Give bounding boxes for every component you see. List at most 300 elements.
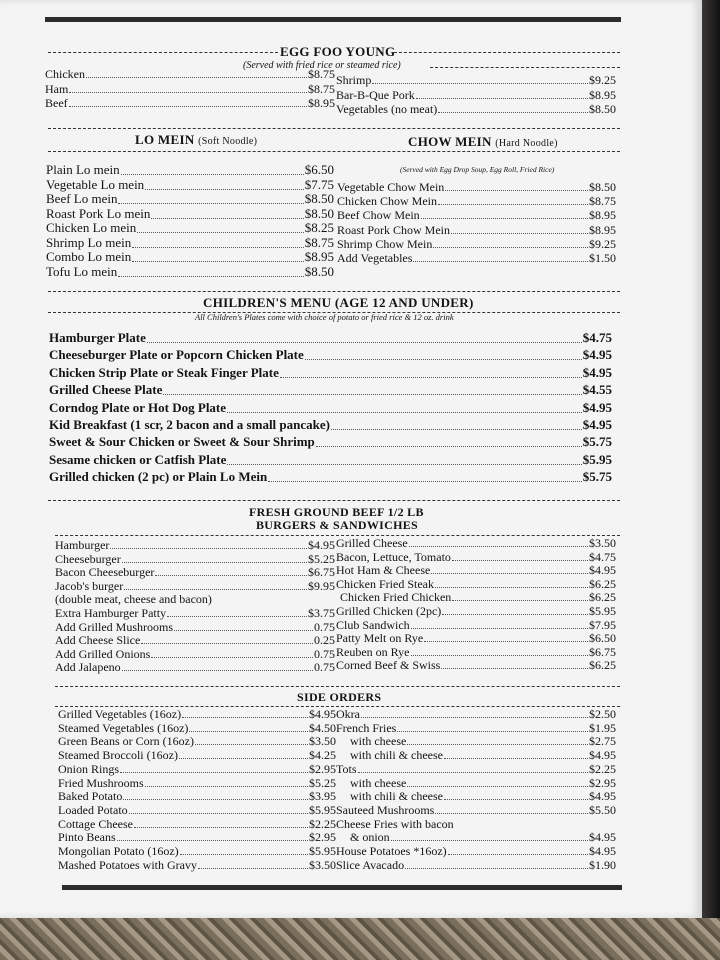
menu-item [337,208,616,222]
leader-dots [413,252,588,262]
menu-item-name: with cheese [350,734,407,749]
menu-item [350,776,616,790]
leader-dots [444,749,588,759]
menu-item-price: $3.75 [308,606,335,620]
leader-dots [435,578,588,588]
menu-item-name: Vegetable Lo mein [46,176,145,192]
menu-item-name: Steamed Broccoli (16oz) [58,748,178,763]
leader-dots [331,420,582,430]
menu-item-price: $1.95 [589,720,616,735]
menu-item-name: Cheeseburger Plate or Popcorn Chicken Plate [49,347,304,363]
egg-foo-young-title: EGG FOO YOUNG [280,44,396,59]
menu-item-name: Baked Potato [58,789,123,804]
menu-item-name: Cottage Cheese [58,816,133,831]
menu-item [336,645,616,659]
menu-item [336,762,616,776]
menu-item [55,620,335,634]
menu-item [58,762,336,776]
menu-item-name: Hamburger Plate [49,330,146,345]
menu-item-name: French Fries [336,720,397,735]
divider [394,52,620,53]
menu-item-price: $8.75 [589,194,616,209]
menu-item-name: Tofu Lo mein [46,263,118,279]
menu-item-name: Hamburger [55,538,110,552]
menu-item-price: $5.50 [589,802,616,817]
menu-item-price: 0.75 [314,619,335,634]
menu-item-name: Sauteed Mushrooms [336,802,435,817]
menu-item-price: $8.75 [304,234,334,250]
leader-dots [69,97,307,107]
menu-item [336,550,616,564]
menu-item-name: Beef Chow Mein [337,208,420,223]
menu-item-price: $7.95 [589,617,616,632]
menu-item [336,844,616,858]
menu-item [49,434,612,450]
menu-item [58,830,336,844]
menu-item [350,734,616,748]
menu-item-price: $2.75 [589,734,616,749]
menu-item-name: Add Cheese Slice [55,633,141,648]
menu-item-price: $8.50 [589,180,616,194]
menu-item [49,330,612,346]
menu-item-price: $3.50 [589,536,616,550]
leader-dots [438,103,588,113]
menu-item-name: Mashed Potatoes with Gravy [58,857,197,872]
menu-item-price: $6.50 [589,631,616,646]
menu-item-price: $4.95 [582,364,612,380]
menu-item-name: Pinto Beans [58,830,116,845]
menu-item-name: Beef Lo mein [46,191,118,206]
menu-item-price: $4.55 [582,382,612,398]
leader-dots [316,437,582,447]
menu-binder-edge [702,0,720,918]
menu-item-name: Grilled Chicken (2pc) [336,604,442,618]
leader-dots [411,646,588,656]
leader-dots [155,566,307,576]
menu-item-name: Hot Ham & Cheese [336,563,431,578]
leader-dots [180,845,308,855]
leader-dots [110,539,307,549]
leader-dots [129,804,308,814]
menu-item [336,618,616,632]
leader-dots [141,634,313,644]
menu-item-price: $4.25 [309,748,336,763]
menu-item [45,96,335,110]
leader-dots [433,238,588,248]
leader-dots [179,749,308,759]
menu-item-price: 0.75 [314,646,335,661]
menu-item [45,67,335,81]
menu-item [337,251,616,265]
leader-dots [416,89,588,99]
menu-item [46,264,334,280]
menu-item-price: $4.95 [589,830,616,845]
menu-item-price: $5.25 [309,775,336,790]
bottom-rule [62,885,622,890]
leader-dots [452,551,588,561]
menu-item-price: $8.95 [589,87,616,102]
leader-dots [182,708,308,718]
menu-item-name: Add Grilled Onions [55,646,151,661]
menu-item [336,721,616,735]
leader-dots [198,859,308,869]
leader-dots [137,223,303,233]
leader-dots [268,472,582,482]
menu-item-price: $5.25 [308,551,335,566]
menu-item [336,858,616,872]
menu-item-name: Grilled Cheese Plate [49,382,163,398]
menu-item-price: $9.25 [589,236,616,251]
leader-dots [397,722,588,732]
leader-dots [391,831,588,841]
leader-dots [132,238,304,248]
menu-item [337,194,616,208]
leader-dots [407,777,588,787]
menu-item-price: $8.95 [304,249,334,264]
menu-item-name: with cheese [350,775,407,790]
menu-item-price: $8.50 [304,205,334,221]
menu-item-name: House Potatoes *16oz) [336,844,447,858]
leader-dots [451,224,588,234]
leader-dots [134,818,308,828]
menu-item [58,858,336,872]
leader-dots [124,580,307,590]
menu-item-price: $5.95 [582,451,612,467]
menu-item-price: $5.75 [582,434,612,450]
menu-item [336,604,616,618]
menu-item-name: Roast Pork Lo mein [46,205,151,221]
leader-dots [195,735,308,745]
leader-dots [120,763,308,773]
menu-item [49,452,612,468]
menu-item-price: $2.95 [309,761,336,776]
menu-item-name: Chicken Strip Plate or Steak Finger Plate [49,364,279,380]
menu-item-price: $6.75 [589,644,616,659]
menu-item-name: Corned Beef & Swiss [336,658,441,673]
menu-item-name: Shrimp [336,73,372,87]
sides-title: SIDE ORDERS [297,690,382,704]
menu-item-name: Fried Mushrooms [58,775,144,790]
menu-item-price: $9.95 [308,578,335,593]
menu-item-price: $4.95 [308,538,335,552]
menu-item-price: $8.75 [308,81,335,96]
leader-dots [361,708,588,718]
menu-item-name: Beef [45,96,68,110]
leader-dots [123,790,308,800]
menu-item-price: $3.50 [309,734,336,749]
menu-item-name: Bar-B-Que Pork [336,87,415,102]
menu-item [336,803,616,817]
leader-dots [411,619,588,629]
children-subtitle: All Children's Plates come with choice of potato or fried rice & 12 oz. drink [195,312,454,322]
menu-item [350,830,616,844]
leader-dots [132,252,304,262]
burgers-title-2: BURGERS & SANDWICHES [256,518,419,532]
menu-item [49,382,612,398]
menu-item-price: $6.25 [589,576,616,591]
children-title: CHILDREN'S MENU (AGE 12 AND UNDER) [203,295,474,310]
countertop [0,918,720,960]
divider [430,67,620,68]
menu-item-price: $5.75 [582,469,612,485]
divider [48,500,620,501]
menu-item-name: Green Beans or Corn (16oz) [58,734,194,749]
leader-dots [409,537,588,547]
menu-item [58,803,336,817]
divider [48,291,620,292]
menu-item-name: Chicken Lo mein [46,220,137,235]
menu-item-price: $4.95 [589,844,616,858]
menu-item-price: $2.25 [309,816,336,831]
lo-mein-title: LO MEIN (Soft Noodle) [135,132,258,147]
menu-item [58,789,336,803]
menu-item-price: $4.75 [582,330,612,345]
menu-item-price: 0.25 [314,633,335,648]
menu-item-price: $8.75 [308,67,335,81]
menu-item [55,606,335,620]
menu-item-price: $3.50 [309,857,336,872]
menu-item-name: Corndog Plate or Hot Dog Plate [49,399,227,415]
leader-dots [174,621,313,631]
leader-dots [227,455,581,465]
divider [48,151,620,152]
leader-dots [163,385,581,395]
menu-item [58,707,336,721]
menu-item-price: 0.75 [314,660,335,675]
menu-item-price: $1.50 [589,251,616,265]
menu-item-price: $7.75 [304,176,334,192]
leader-dots [151,209,303,219]
menu-item-name: Mongolian Potato (16oz) [58,844,179,858]
leader-dots [117,831,308,841]
leader-dots [189,722,308,732]
menu-item-price: $4.50 [309,720,336,735]
menu-item [336,707,616,721]
menu-item [350,748,616,762]
menu-item-name: Cheese Fries with bacon [336,816,454,831]
menu-item-name: Tots [336,761,357,776]
menu-item-name: Grilled chicken (2 pc) or Plain Lo Mein [49,469,268,485]
menu-item-price: $3.95 [309,789,336,804]
menu-item-name: Ham [45,81,69,96]
leader-dots [444,790,588,800]
menu-item [55,565,335,579]
menu-item-price: $6.75 [308,565,335,580]
leader-dots [69,83,307,93]
leader-dots [121,165,304,175]
menu-item [336,73,616,87]
menu-item-price: $8.50 [304,263,334,279]
menu-item [58,734,336,748]
leader-dots [452,591,588,601]
menu-item-price: $8.95 [308,96,335,110]
divider [55,686,620,687]
menu-item-name: with chili & cheese [350,789,443,804]
menu-item [336,102,616,116]
leader-dots [441,659,588,669]
menu-item-name: Sesame chicken or Catfish Plate [49,451,227,467]
menu-item-name: Grilled Cheese [336,536,408,550]
leader-dots [431,564,588,574]
menu-item-price: $8.25 [304,220,334,235]
leader-dots [372,74,588,84]
menu-item-name: Shrimp Lo mein [46,234,132,250]
menu-item-name: Chicken Fried Chicken [340,590,452,605]
menu-item-price: $8.50 [589,102,616,116]
leader-dots [122,553,307,563]
menu-item [336,658,616,672]
menu-item [336,817,616,831]
menu-item [49,469,612,485]
leader-dots [448,845,588,855]
menu-item [45,82,335,96]
menu-item-price: $8.95 [589,208,616,223]
menu-item-name: Loaded Potato [58,802,128,817]
menu-item-price: $4.95 [589,563,616,578]
menu-item-name: Sweet & Sour Chicken or Sweet & Sour Shrimp [49,434,315,450]
menu-item-price: $5.95 [589,604,616,618]
menu-item-name: Bacon Cheeseburger [55,565,155,580]
menu-item-name: Cheeseburger [55,551,121,566]
menu-item [55,552,335,566]
menu-item-price: $5.95 [309,844,336,858]
menu-item-name: Vegetables (no meat) [336,102,438,116]
menu-item [49,417,612,433]
menu-item-price: $2.25 [589,761,616,776]
menu-item-name: Bacon, Lettuce, Tomato [336,549,451,564]
egg-foo-young-subtitle: (Served with fried rice or steamed rice) [243,60,401,71]
menu-item-name: Vegetable Chow Mein [337,180,445,194]
menu-item [336,631,616,645]
menu-item-name: Jacob's burger [55,578,124,593]
leader-dots [305,350,582,360]
menu-item-price: $4.75 [589,549,616,564]
menu-item-name: Slice Avacado [336,857,405,872]
leader-dots [145,180,304,190]
leader-dots [405,859,588,869]
burgers-title-1: FRESH GROUND BEEF 1/2 LB [249,505,424,519]
menu-item-name: Plain Lo mein [46,162,120,177]
leader-dots [445,181,588,191]
menu-item [55,633,335,647]
menu-item [336,88,616,102]
menu-item-name: Shrimp Chow Mein [337,236,433,251]
menu-item [58,721,336,735]
menu-item-name: with chili & cheese [350,748,443,763]
menu-item-name: Combo Lo mein [46,249,132,264]
leader-dots [407,735,588,745]
menu-item-name: Chicken Fried Steak [336,576,434,591]
menu-item [337,180,616,194]
menu-item [49,365,612,381]
menu-item [58,776,336,790]
menu-item-name: Add Jalapeno [55,660,121,675]
menu-item-price: $4.95 [582,399,612,415]
menu-item-price: $6.50 [304,162,334,177]
menu-item-price: $2.95 [589,775,616,790]
leader-dots [358,763,589,773]
menu-item-price: $8.50 [304,191,334,206]
menu-item [55,647,335,661]
menu-item-name: Patty Melt on Rye [336,631,424,646]
leader-dots [86,68,307,78]
menu-item-name: Okra [336,707,360,721]
menu-item-price: $9.25 [589,73,616,87]
menu-item-name: Add Grilled Mushrooms [55,619,173,634]
top-rule [45,17,621,22]
menu-item-name: Grilled Vegetables (16oz) [58,707,182,721]
leader-dots [122,661,313,671]
leader-dots [147,333,582,343]
menu-item-name: Chicken Chow Mein [337,194,437,209]
menu-item-price: $5.95 [309,802,336,817]
menu-item-name: Roast Pork Chow Mein [337,222,451,237]
leader-dots [167,607,307,617]
menu-item [336,577,616,591]
menu-item [340,590,616,604]
menu-item [55,592,335,606]
leader-dots [118,194,303,204]
menu-item-name: Steamed Vegetables (16oz) [58,720,189,735]
chow-mein-subtitle: (Served with Egg Drop Soup, Egg Roll, Fried Rice) [400,165,555,174]
menu-item-name: (double meat, cheese and bacon) [55,592,212,607]
leader-dots [151,648,313,658]
menu-item [49,400,612,416]
menu-item-name: Add Vegetables [337,251,413,265]
menu-item [58,844,336,858]
leader-dots [421,209,588,219]
menu-item-price: $4.95 [582,417,612,432]
menu-item [336,563,616,577]
leader-dots [145,777,308,787]
menu-item [58,817,336,831]
menu-item [55,579,335,593]
leader-dots [227,403,582,413]
leader-dots [438,195,588,205]
menu-item-name: Reuben on Rye [336,644,410,659]
divider [48,52,278,53]
menu-item-price: $6.25 [589,658,616,673]
menu-item [337,223,616,237]
menu-item-price: $4.95 [589,748,616,763]
menu-item [350,789,616,803]
divider [48,128,620,129]
leader-dots [280,368,582,378]
menu-item-name: Club Sandwich [336,617,410,632]
leader-dots [442,605,588,615]
menu-item-price: $1.90 [589,857,616,872]
menu-item-price: $6.25 [589,590,616,605]
menu-item [55,538,335,552]
leader-dots [424,632,588,642]
menu-item-name: Extra Hamburger Patty [55,606,167,620]
menu-item [58,748,336,762]
menu-item [337,237,616,251]
menu-item-name: Kid Breakfast (1 scr, 2 bacon and a small pancake) [49,417,330,432]
menu-item-price: $4.95 [589,789,616,804]
menu-item-price: $4.95 [309,707,336,721]
menu-item-price: $8.95 [589,222,616,237]
menu-item [55,660,335,674]
menu-item-price: $2.50 [589,707,616,721]
menu-item [336,536,616,550]
menu-item-name: Chicken [45,67,85,81]
leader-dots [118,267,303,277]
chow-mein-title: CHOW MEIN (Hard Noodle) [408,134,558,149]
menu-item-name: Onion Rings [58,761,120,776]
menu-item-price: $2.95 [309,830,336,845]
menu-item-price: $4.95 [582,347,612,363]
